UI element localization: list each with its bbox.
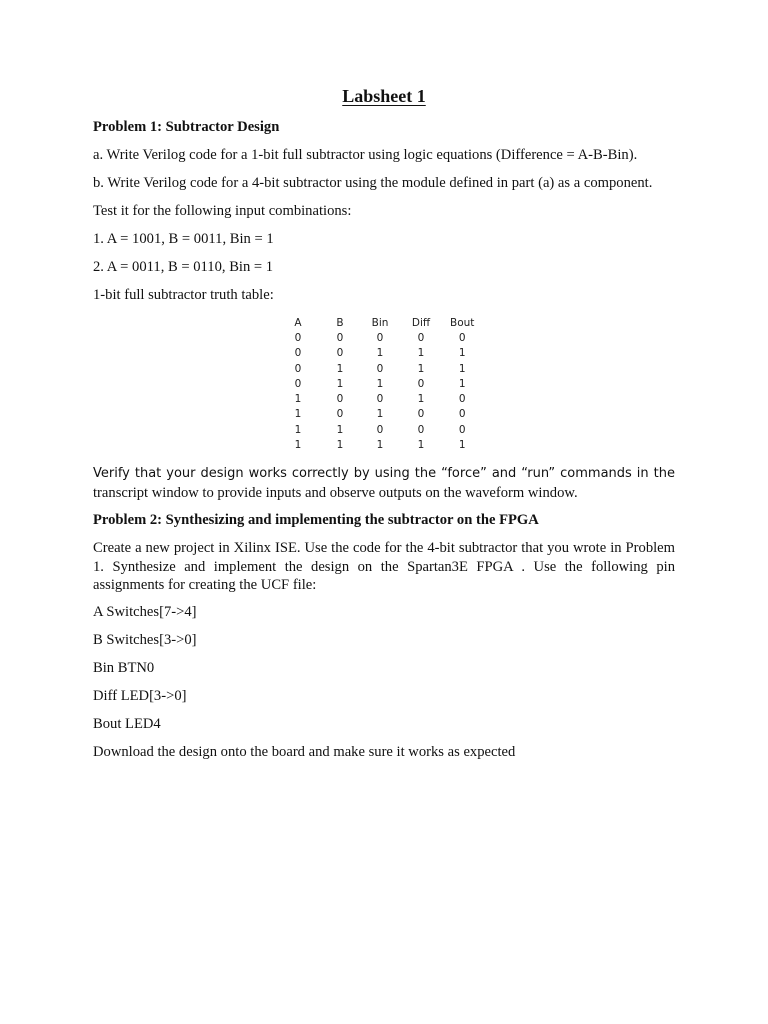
truth-table-cell: 0	[294, 331, 302, 344]
truth-table-header: Diff	[411, 316, 431, 329]
pin-assignment-diff: Diff LED[3->0]	[93, 688, 187, 704]
verify-line-1: Verify that your design works correctly by using the “force” and “run” commands in the	[93, 466, 675, 481]
truth-table-cell: 0	[417, 331, 425, 344]
truth-table-cell: 0	[294, 347, 302, 360]
truth-table-row	[284, 407, 474, 422]
truth-table-header-row	[284, 315, 474, 330]
truth-table-row	[284, 422, 474, 437]
truth-table-row	[284, 330, 474, 345]
truth-table-cell: 0	[417, 377, 425, 390]
truth-table-cell: 1	[376, 377, 384, 390]
truth-table-cell: 0	[458, 423, 466, 436]
truth-table-cell: 0	[376, 331, 384, 344]
truth-table-cell: 0	[417, 408, 425, 421]
truth-table-cell: 0	[458, 393, 466, 406]
truth-table-cell: 1	[376, 408, 384, 421]
problem1-test-intro: Test it for the following input combinations:	[93, 203, 352, 219]
truth-table-cell: 1	[336, 439, 344, 452]
truth-table-cell: 1	[417, 347, 425, 360]
truth-table-cell: 0	[417, 423, 425, 436]
problem1-test-case-1: 1. A = 1001, B = 0011, Bin = 1	[93, 231, 274, 247]
pin-assignment-b: B Switches[3->0]	[93, 632, 197, 648]
pin-assignment-a: A Switches[7->4]	[93, 604, 197, 620]
verify-paragraph	[93, 465, 675, 502]
truth-table-header: Bout	[450, 316, 475, 329]
truth-table-cell: 0	[294, 362, 302, 375]
truth-table-cell: 1	[458, 347, 466, 360]
problem2-heading: Problem 2: Synthesizing and implementing the subtractor on the FPGA	[93, 512, 539, 528]
truth-table-row	[284, 346, 474, 361]
truth-table-header: Bin	[371, 316, 389, 329]
truth-table-cell: 1	[294, 393, 302, 406]
truth-table-cell: 1	[294, 423, 302, 436]
truth-table-caption: 1-bit full subtractor truth table:	[93, 287, 274, 303]
truth-table-cell: 1	[336, 377, 344, 390]
closing-instruction: Download the design onto the board and make sure it works as expected	[93, 744, 516, 760]
page-title: Labsheet 1	[342, 86, 426, 106]
problem1-test-case-2: 2. A = 0011, B = 0110, Bin = 1	[93, 259, 274, 275]
truth-table-cell: 1	[376, 439, 384, 452]
truth-table-cell: 1	[417, 439, 425, 452]
truth-table-cell: 1	[336, 423, 344, 436]
pin-assignment-bin: Bin BTN0	[93, 660, 155, 676]
problem1-heading: Problem 1: Subtractor Design	[93, 119, 280, 135]
truth-table-row	[284, 361, 474, 376]
truth-table-cell: 0	[458, 331, 466, 344]
verify-line-2: transcript window to provide inputs and observe outputs on the waveform window.	[93, 484, 578, 501]
truth-table-cell: 1	[417, 362, 425, 375]
truth-table-cell: 0	[336, 347, 344, 360]
truth-table-row	[284, 437, 474, 452]
truth-table-header: A	[294, 316, 302, 329]
truth-table-cell: 0	[336, 331, 344, 344]
truth-table-cell: 0	[294, 377, 302, 390]
problem2-paragraph: Create a new project in Xilinx ISE. Use the code for the 4-bit subtractor that you wrote in Problem 1. Synthesize and implement the design on the Spartan3E FPGA . Use the following pin assignments for creating the UCF file:	[93, 540, 675, 593]
problem1-part-b: b. Write Verilog code for a 4-bit subtractor using the module defined in part (a) as a component.	[93, 175, 653, 191]
truth-table-row	[284, 391, 474, 406]
truth-table-cell: 0	[458, 408, 466, 421]
pin-assignment-bout: Bout LED4	[93, 716, 161, 732]
truth-table-cell: 0	[376, 423, 384, 436]
problem1-part-a: a. Write Verilog code for a 1-bit full subtractor using logic equations (Difference = A-B-Bin).	[93, 147, 638, 163]
truth-table	[284, 315, 474, 453]
truth-table-cell: 1	[336, 362, 344, 375]
truth-table-cell: 1	[417, 393, 425, 406]
truth-table-cell: 1	[458, 377, 466, 390]
truth-table-body	[284, 330, 474, 452]
truth-table-cell: 1	[376, 347, 384, 360]
truth-table-cell: 0	[336, 408, 344, 421]
truth-table-cell: 1	[458, 362, 466, 375]
truth-table-cell: 1	[458, 439, 466, 452]
truth-table-cell: 0	[376, 393, 384, 406]
truth-table-cell: 1	[294, 408, 302, 421]
truth-table-cell: 0	[376, 362, 384, 375]
truth-table-cell: 0	[336, 393, 344, 406]
truth-table-cell: 1	[294, 439, 302, 452]
truth-table-header: B	[336, 316, 344, 329]
truth-table-row	[284, 376, 474, 391]
